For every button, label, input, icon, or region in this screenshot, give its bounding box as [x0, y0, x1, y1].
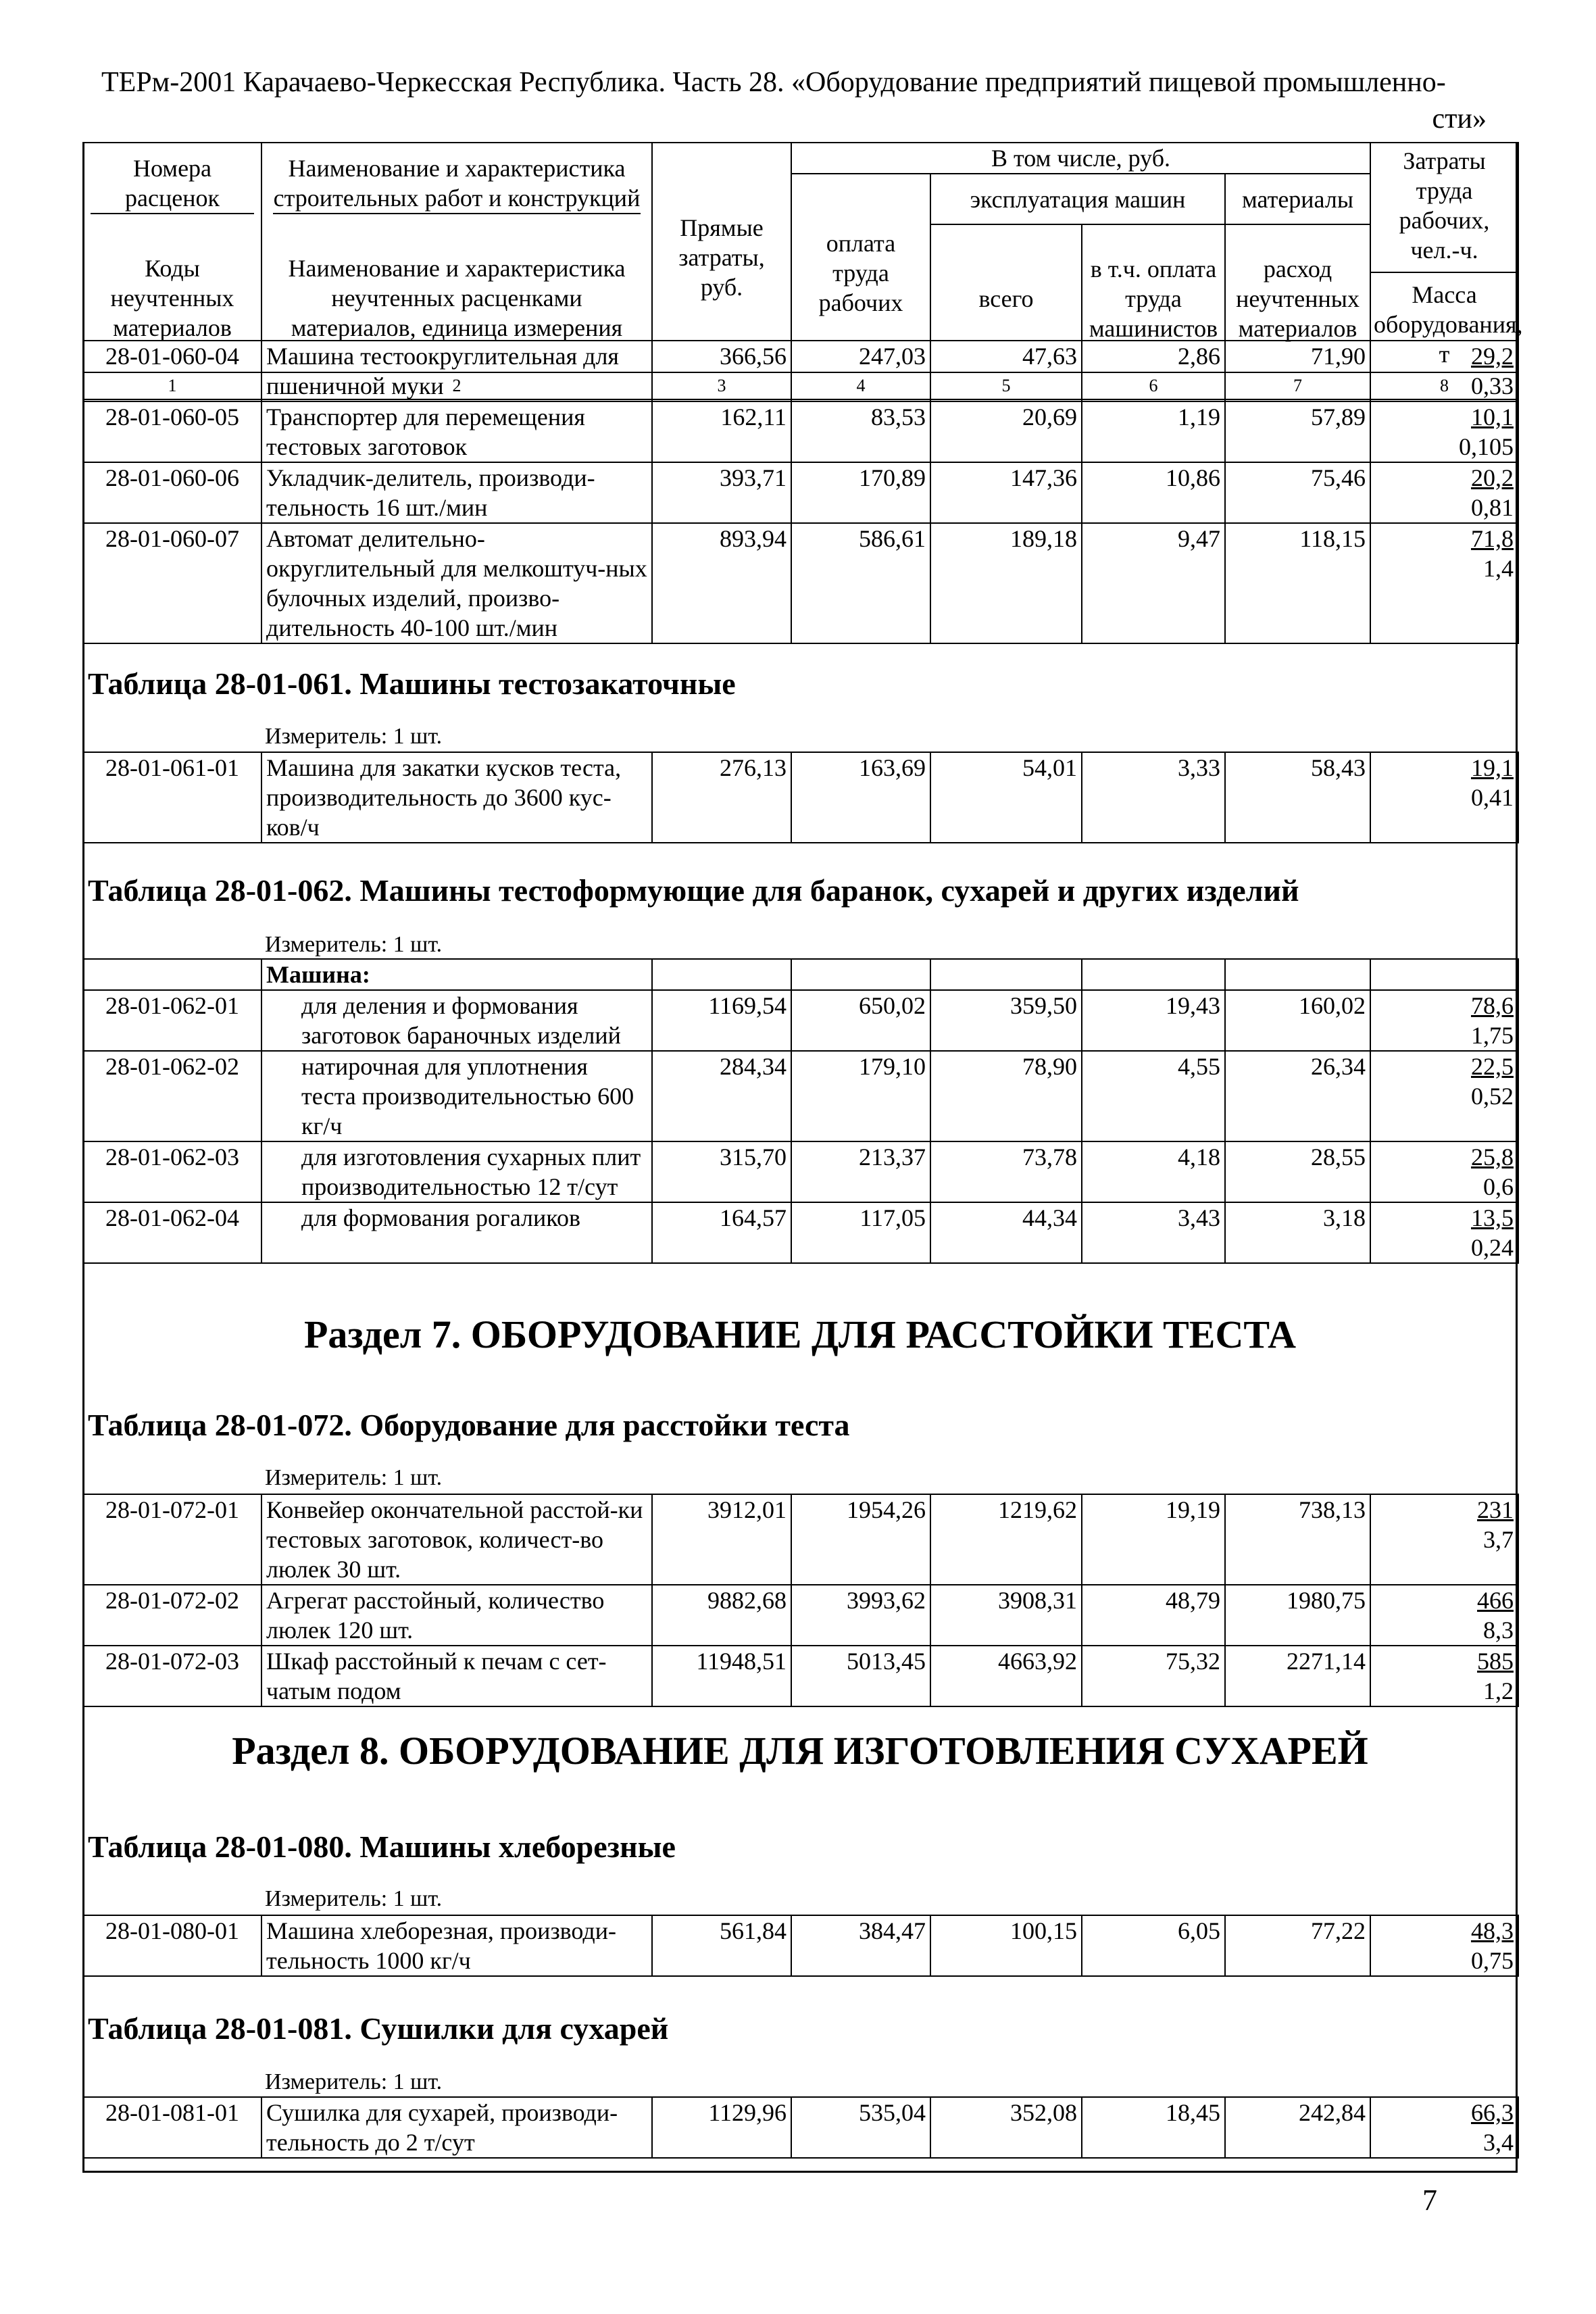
rate-name: Транспортер для перемещения тестовых заготовок [261, 401, 652, 462]
labor-cost-value: 10,1 [1471, 403, 1514, 430]
col-index: 3 [652, 372, 791, 399]
rates-table-062 [82, 958, 1519, 1264]
rates-table-080 [82, 1915, 1519, 1977]
labor-mass-cell [1370, 1585, 1518, 1646]
labor-mass-cell [1370, 1141, 1518, 1202]
rates-table-072 [82, 1494, 1519, 1707]
rate-name: для формования рогаликов [261, 1202, 652, 1263]
materials-cost: 2271,14 [1225, 1646, 1370, 1706]
equipment-mass: 3,4 [1483, 2129, 1514, 2156]
group-empty-cell [652, 959, 791, 990]
materials-cost: 71,90 [1225, 341, 1370, 401]
col-1-top-label: Номера расценок [91, 153, 254, 214]
labor-mass-cell [1370, 401, 1518, 462]
rate-name: Конвейер окончательной расстой-ки тестовых заготовок, количест-во люлек 30 шт. [261, 1494, 652, 1585]
materials-cost: 58,43 [1225, 752, 1370, 843]
labor-cost [1375, 463, 1514, 493]
group-label: Машина: [261, 959, 652, 990]
col-index: 8 [1370, 372, 1518, 399]
col-index: 6 [1082, 372, 1225, 399]
col-index: 4 [791, 372, 930, 399]
rate-code: 28-01-062-01 [83, 990, 261, 1051]
rate-code: 28-01-062-03 [83, 1141, 261, 1202]
worker-wages: 117,05 [791, 1202, 930, 1263]
direct-cost: 162,11 [652, 401, 791, 462]
labor-cost-value: 13,5 [1471, 1204, 1514, 1231]
col-index: 7 [1225, 372, 1370, 399]
labor-cost [1375, 524, 1514, 553]
labor-mass-cell [1370, 1646, 1518, 1706]
direct-cost: 9882,68 [652, 1585, 791, 1646]
machinist-wages: 10,86 [1082, 462, 1225, 523]
rate-name: Агрегат расстойный, количество люлек 120 шт. [261, 1585, 652, 1646]
materials-cost: 118,15 [1225, 523, 1370, 643]
machinist-wages: 75,32 [1082, 1646, 1225, 1706]
table-row [83, 990, 1518, 1051]
col-index: 2 [261, 372, 652, 399]
rate-code: 28-01-072-02 [83, 1585, 261, 1646]
worker-wages: 586,61 [791, 523, 930, 643]
equipment-mass: 0,105 [1459, 433, 1514, 460]
labor-cost-value: 22,5 [1471, 1053, 1514, 1080]
direct-cost: 164,57 [652, 1202, 791, 1263]
measure-072: Измеритель: 1 шт. [265, 1465, 443, 1490]
machinist-wages: 19,19 [1082, 1494, 1225, 1585]
materials-cost: 738,13 [1225, 1494, 1370, 1585]
rate-code: 28-01-072-01 [83, 1494, 261, 1585]
rate-name: Машина хлеборезная, производи-тельность 1000 кг/ч [261, 1915, 652, 1976]
equipment-mass: 0,75 [1471, 1947, 1514, 1974]
labor-cost-value: 78,6 [1471, 992, 1514, 1019]
col-2-bottom: Наименование и характеристика неучтенных расценками материалов, единица измерения [261, 224, 652, 372]
col-4-header: оплата труда рабочих [791, 174, 930, 372]
equipment-mass: 0,6 [1483, 1173, 1514, 1200]
machinist-wages: 3,33 [1082, 752, 1225, 843]
rate-code: 28-01-061-01 [83, 752, 261, 843]
rate-code: 28-01-062-04 [83, 1202, 261, 1263]
machine-cost: 147,36 [930, 462, 1082, 523]
rate-name: для деления и формования заготовок бараночных изделий [261, 990, 652, 1051]
labor-cost-value: 585 [1477, 1648, 1514, 1675]
col-2-header [261, 143, 652, 224]
table-row [83, 1051, 1518, 1141]
rate-code: 28-01-080-01 [83, 1915, 261, 1976]
machinist-wages: 3,43 [1082, 1202, 1225, 1263]
materials-cost: 160,02 [1225, 990, 1370, 1051]
labor-mass-cell [1370, 523, 1518, 643]
machine-cost: 20,69 [930, 401, 1082, 462]
labor-cost [1375, 991, 1514, 1020]
rates-table-061 [82, 752, 1519, 843]
group-empty-cell [1082, 959, 1225, 990]
direct-cost: 366,56 [652, 341, 791, 401]
machinist-wages: 2,86 [1082, 341, 1225, 401]
col-8-header [1370, 143, 1523, 372]
worker-wages: 650,02 [791, 990, 930, 1051]
col-2-top-label: Наименование и характеристика строительных работ и конструкций [273, 153, 641, 214]
rate-code: 28-01-060-06 [83, 462, 261, 523]
rates-table-060 [82, 340, 1519, 644]
labor-cost [1375, 341, 1514, 371]
machinist-wages: 48,79 [1082, 1585, 1225, 1646]
worker-wages: 247,03 [791, 341, 930, 401]
machinist-wages: 4,55 [1082, 1051, 1225, 1141]
materials-cost: 77,22 [1225, 1915, 1370, 1976]
worker-wages: 163,69 [791, 752, 930, 843]
worker-wages: 5013,45 [791, 1646, 930, 1706]
labor-cost [1375, 1585, 1514, 1615]
labor-mass-cell [1370, 2097, 1518, 2158]
col-6-header: в т.ч. оплата труда машинистов [1082, 224, 1225, 372]
direct-cost: 1129,96 [652, 2097, 791, 2158]
labor-cost-value: 19,1 [1471, 754, 1514, 781]
machinist-wages: 1,19 [1082, 401, 1225, 462]
direct-cost: 3912,01 [652, 1494, 791, 1585]
labor-mass-cell [1370, 752, 1518, 843]
table-row [83, 1915, 1518, 1976]
equipment-mass: 3,7 [1483, 1526, 1514, 1553]
col-index: 5 [930, 372, 1082, 399]
col-1-bottom: Коды неучтенных материалов [83, 224, 261, 372]
machine-cost: 352,08 [930, 2097, 1082, 2158]
rate-name: натирочная для уплотнения теста производительностью 600 кг/ч [261, 1051, 652, 1141]
table-row [83, 1494, 1518, 1585]
table-row [83, 523, 1518, 643]
rate-name: Машина для закатки кусков теста, производительность до 3600 кус-ков/ч [261, 752, 652, 843]
table-title-080: Таблица 28-01-080. Машины хлеборезные [88, 1829, 676, 1864]
rate-name: Сушилка для сухарей, производи-тельность до 2 т/сут [261, 2097, 652, 2158]
machinist-wages: 19,43 [1082, 990, 1225, 1051]
materials-cost: 242,84 [1225, 2097, 1370, 2158]
col-5-header: всего [930, 224, 1082, 372]
materials-header: материалы [1225, 174, 1370, 224]
labor-cost-value: 25,8 [1471, 1143, 1514, 1171]
equipment-mass: 0,33 [1471, 372, 1514, 399]
table-title-062: Таблица 28-01-062. Машины тестоформующие для баранок, сухарей и других изделий [88, 873, 1299, 908]
labor-cost [1375, 1052, 1514, 1081]
direct-cost: 11948,51 [652, 1646, 791, 1706]
col-7-header: расход неучтенных материалов [1225, 224, 1370, 372]
machinist-wages: 9,47 [1082, 523, 1225, 643]
labor-cost [1375, 2098, 1514, 2127]
table-row [83, 1646, 1518, 1706]
worker-wages: 83,53 [791, 401, 930, 462]
table-title-061: Таблица 28-01-061. Машины тестозакаточные [88, 666, 736, 701]
rate-code: 28-01-060-05 [83, 401, 261, 462]
table-row [83, 401, 1518, 462]
worker-wages: 213,37 [791, 1141, 930, 1202]
table-row [83, 341, 1518, 401]
materials-cost: 57,89 [1225, 401, 1370, 462]
rate-name: Автомат делительно-округлительный для мелкоштуч-ных булочных изделий, произво-дительность 40-100 шт./мин [261, 523, 652, 643]
group-code-cell [83, 959, 261, 990]
materials-cost: 28,55 [1225, 1141, 1370, 1202]
equipment-mass: 1,75 [1471, 1022, 1514, 1049]
machinist-wages: 18,45 [1082, 2097, 1225, 2158]
machine-cost: 1219,62 [930, 1494, 1082, 1585]
labor-cost-value: 466 [1477, 1587, 1514, 1614]
col-3-header: Прямые затраты, руб. [652, 143, 791, 372]
rate-code: 28-01-072-03 [83, 1646, 261, 1706]
measure-061: Измеритель: 1 шт. [265, 724, 443, 749]
machinist-wages: 4,18 [1082, 1141, 1225, 1202]
table-row [83, 2097, 1518, 2158]
rates-table-081 [82, 2096, 1519, 2159]
rate-name: Укладчик-делитель, производи-тельность 16 шт./мин [261, 462, 652, 523]
labor-cost [1375, 1495, 1514, 1525]
equipment-mass: 0,24 [1471, 1234, 1514, 1261]
group-empty-cell [930, 959, 1082, 990]
labor-mass-cell [1370, 1202, 1518, 1263]
header-line-1: ТЕРм-2001 Карачаево-Черкесская Республика. Часть 28. «Оборудование предприятий пищевой промышленно- [101, 67, 1446, 98]
rate-code: 28-01-060-04 [83, 341, 261, 401]
labor-mass-cell [1370, 341, 1518, 401]
labor-mass-cell [1370, 990, 1518, 1051]
equipment-mass: 0,41 [1471, 784, 1514, 811]
labor-cost [1375, 753, 1514, 783]
labor-cost-value: 66,3 [1471, 2099, 1514, 2126]
materials-cost: 1980,75 [1225, 1585, 1370, 1646]
rate-name: Машина тестоокруглительная для пшеничной муки [261, 341, 652, 401]
table-row [83, 1585, 1518, 1646]
col-index: 1 [83, 372, 261, 399]
direct-cost: 284,34 [652, 1051, 791, 1141]
labor-cost-value: 71,8 [1471, 525, 1514, 552]
header-line-2: сти» [1432, 103, 1487, 134]
group-empty-cell [1370, 959, 1518, 990]
measure-080: Измеритель: 1 шт. [265, 1886, 443, 1911]
labor-cost-value: 231 [1477, 1496, 1514, 1523]
incl-header: В том числе, руб. [791, 143, 1370, 174]
labor-cost-value: 20,2 [1471, 464, 1514, 491]
machine-cost: 44,34 [930, 1202, 1082, 1263]
rate-code: 28-01-062-02 [83, 1051, 261, 1141]
rate-code: 28-01-060-07 [83, 523, 261, 643]
equipment-mass: 0,52 [1471, 1083, 1514, 1110]
equipment-mass: 8,3 [1483, 1617, 1514, 1644]
direct-cost: 1169,54 [652, 990, 791, 1051]
materials-cost: 75,46 [1225, 462, 1370, 523]
table-title-072: Таблица 28-01-072. Оборудование для расстойки теста [88, 1408, 850, 1442]
labor-cost [1375, 1916, 1514, 1946]
machine-cost: 100,15 [930, 1915, 1082, 1976]
measure-081: Измеритель: 1 шт. [265, 2069, 443, 2094]
direct-cost: 315,70 [652, 1141, 791, 1202]
labor-cost-value: 29,2 [1471, 343, 1514, 370]
page-number: 7 [1422, 2184, 1437, 2217]
page-header [101, 62, 1487, 135]
equipment-mass: 1,4 [1483, 555, 1514, 582]
labor-cost [1375, 402, 1514, 432]
worker-wages: 1954,26 [791, 1494, 930, 1585]
labor-mass-cell [1370, 1915, 1518, 1976]
machine-cost: 54,01 [930, 752, 1082, 843]
labor-cost [1375, 1142, 1514, 1172]
col-8-top-label: Затраты труда рабочих, чел.-ч. [1371, 143, 1518, 273]
direct-cost: 893,94 [652, 523, 791, 643]
table-row [83, 1202, 1518, 1263]
equipment-mass: 1,2 [1483, 1677, 1514, 1704]
table-row [83, 462, 1518, 523]
machine-cost: 189,18 [930, 523, 1082, 643]
labor-cost [1375, 1203, 1514, 1233]
worker-wages: 535,04 [791, 2097, 930, 2158]
machine-cost: 47,63 [930, 341, 1082, 401]
worker-wages: 179,10 [791, 1051, 930, 1141]
group-empty-cell [791, 959, 930, 990]
labor-mass-cell [1370, 462, 1518, 523]
direct-cost: 561,84 [652, 1915, 791, 1976]
measure-062: Измеритель: 1 шт. [265, 932, 443, 957]
labor-mass-cell [1370, 1051, 1518, 1141]
worker-wages: 170,89 [791, 462, 930, 523]
materials-cost: 26,34 [1225, 1051, 1370, 1141]
labor-mass-cell [1370, 1494, 1518, 1585]
section-8-title: Раздел 8. ОБОРУДОВАНИЕ ДЛЯ ИЗГОТОВЛЕНИЯ СУХАРЕЙ [232, 1729, 1368, 1773]
machinist-wages: 6,05 [1082, 1915, 1225, 1976]
group-row [83, 959, 1518, 990]
machine-cost: 73,78 [930, 1141, 1082, 1202]
labor-cost [1375, 1646, 1514, 1676]
machine-cost: 78,90 [930, 1051, 1082, 1141]
col-1-header [83, 143, 261, 224]
section-7-title: Раздел 7. ОБОРУДОВАНИЕ ДЛЯ РАССТОЙКИ ТЕСТА [303, 1312, 1297, 1356]
table-row [83, 1141, 1518, 1202]
worker-wages: 3993,62 [791, 1585, 930, 1646]
labor-cost-value: 48,3 [1471, 1917, 1514, 1944]
table-title-081: Таблица 28-01-081. Сушилки для сухарей [88, 2011, 669, 2046]
rate-name: Шкаф расстойный к печам с сет-чатым подом [261, 1646, 652, 1706]
equipment-mass: 0,81 [1471, 494, 1514, 521]
rate-code: 28-01-081-01 [83, 2097, 261, 2158]
col-8-bottom-label: Масса оборудования, т [1374, 281, 1523, 368]
machine-cost: 4663,92 [930, 1646, 1082, 1706]
materials-cost: 3,18 [1225, 1202, 1370, 1263]
direct-cost: 393,71 [652, 462, 791, 523]
rate-name: для изготовления сухарных плит производительностью 12 т/сут [261, 1141, 652, 1202]
machine-cost: 359,50 [930, 990, 1082, 1051]
table-row [83, 752, 1518, 843]
direct-cost: 276,13 [652, 752, 791, 843]
group-empty-cell [1225, 959, 1370, 990]
machine-cost: 3908,31 [930, 1585, 1082, 1646]
worker-wages: 384,47 [791, 1915, 930, 1976]
machines-header: эксплуатация машин [930, 174, 1225, 224]
